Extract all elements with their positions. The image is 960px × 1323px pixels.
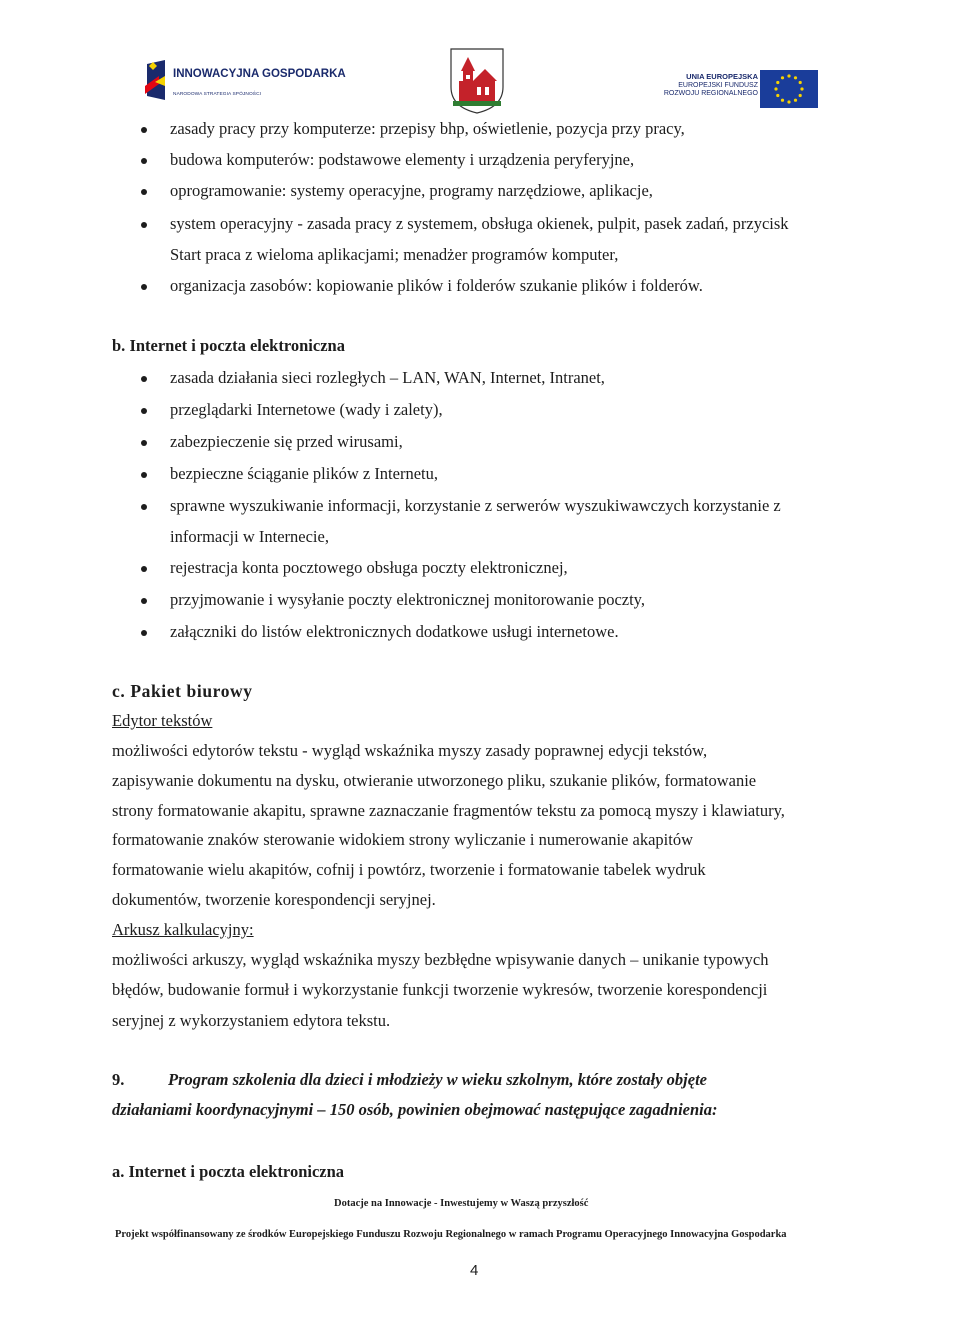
bullet	[141, 440, 147, 446]
section-c-letter: c.	[112, 681, 126, 701]
bullet	[141, 284, 147, 290]
bullet	[141, 630, 147, 636]
list-item-continuation: informacji w Internecie,	[170, 527, 329, 546]
section-9a-heading	[112, 1162, 344, 1182]
section-9a-title: Internet i poczta elektroniczna	[128, 1162, 345, 1181]
eu-logo-block	[640, 70, 820, 110]
section-9-line-2: działaniami koordynacyjnymi – 150 osób, powinien obejmować następujące zagadnienia:	[112, 1100, 718, 1119]
bullet	[141, 158, 147, 164]
eu-line-2: EUROPEJSKI FUNDUSZ	[678, 81, 758, 89]
editor-heading: Edytor tekstów	[112, 711, 213, 730]
list-item: zasady pracy przy komputerze: przepisy bhp, oświetlenie, pozycja przy pracy,	[170, 119, 685, 138]
section-b-letter: b.	[112, 336, 126, 355]
section-b-title: Internet i poczta elektroniczna	[129, 336, 345, 355]
list-item: bezpieczne ściąganie plików z Internetu,	[170, 464, 438, 483]
section-9a-letter: a.	[112, 1162, 125, 1181]
bullet	[141, 408, 147, 414]
eu-text	[664, 73, 758, 99]
eu-line-3: ROZWOJU REGIONALNEGO	[663, 90, 758, 97]
paragraph-line: możliwości edytorów tekstu - wygląd wskaźnika myszy zasady poprawnej edycji tekstów,	[112, 741, 708, 760]
eu-flag-icon	[760, 70, 818, 108]
list-item: organizacja zasobów: kopiowanie plików i folderów szukanie plików i folderów.	[170, 276, 703, 295]
paragraph-line: błędów, budowanie formuł i wykorzystanie funkcji tworzenie wykresów, tworzenie korespondencji	[112, 980, 768, 999]
paragraph-line: możliwości arkuszy, wygląd wskaźnika myszy bezbłędne wpisywanie danych – unikanie typowych	[112, 950, 769, 969]
list-item: budowa komputerów: podstawowe elementy i urządzenia peryferyjne,	[170, 150, 635, 169]
section-c-heading	[112, 681, 253, 702]
spreadsheet-heading: Arkusz kalkulacyjny:	[112, 920, 254, 939]
section-b-heading	[112, 336, 345, 356]
section-c-title: Pakiet biurowy	[130, 681, 253, 701]
eu-line-1: UNIA EUROPEJSKA	[686, 72, 758, 81]
paragraph-line: strony formatowanie akapitu, sprawne zaznaczanie fragmentów tekstu za pomocą myszy i klawiatury,	[112, 801, 785, 820]
bullet	[141, 222, 147, 228]
municipal-crest-icon	[449, 47, 505, 115]
list-item: system operacyjny - zasada pracy z systemem, obsługa okienek, pulpit, pasek zadań, przycisk	[170, 214, 789, 233]
innowacyjna-gospodarka-logo	[143, 60, 346, 102]
bullet	[141, 127, 147, 133]
list-item-continuation: Start praca z wieloma aplikacjami; menadżer programów komputer,	[170, 245, 619, 264]
list-item: przeglądarki Internetowe (wady i zalety),	[170, 400, 443, 419]
footer-motto: Dotacje na Innowacje - Inwestujemy w Waszą przyszłość	[334, 1198, 589, 1209]
list-item: załączniki do listów elektronicznych dodatkowe usługi internetowe.	[170, 622, 619, 641]
list-item: sprawne wyszukiwanie informacji, korzystanie z serwerów wyszukiwawczych korzystanie z	[170, 496, 781, 515]
brand-title: INNOWACYJNA GOSPODARKA	[173, 68, 346, 80]
bullet	[141, 472, 147, 478]
bullet	[141, 598, 147, 604]
section-9-line-1: Program szkolenia dla dzieci i młodzieży w wieku szkolnym, które zostały objęte	[168, 1070, 707, 1089]
paragraph-line: dokumentów, tworzenie korespondencji seryjnej.	[112, 890, 436, 909]
bullet	[141, 189, 147, 195]
page-number: 4	[470, 1262, 479, 1279]
innowacyjna-gospodarka-logo-icon	[143, 60, 171, 102]
paragraph-line: zapisywanie dokumentu na dysku, otwieranie utworzonego pliku, szukanie plików, formatowanie	[112, 771, 757, 790]
paragraph-line: formatowanie wielu akapitów, cofnij i powtórz, tworzenie i formatowanie tabelek wydruk	[112, 860, 706, 879]
bullet	[141, 376, 147, 382]
bullet	[141, 566, 147, 572]
list-item: oprogramowanie: systemy operacyjne, programy narzędziowe, aplikacje,	[170, 181, 653, 200]
section-9-number: 9.	[112, 1070, 125, 1089]
footer-project: Projekt współfinansowany ze środków Europejskiego Funduszu Rozwoju Regionalnego w ramach Programu Operacyjnego Innowacyjna Gospodarka	[115, 1229, 787, 1240]
paragraph-line: formatowanie znaków sterowanie widokiem strony wyliczanie i numerowanie akapitów	[112, 830, 693, 849]
list-item: rejestracja konta pocztowego obsługa poczty elektronicznej,	[170, 558, 568, 577]
brand-subtitle: NARODOWA STRATEGIA SPÓJNOŚCI	[173, 92, 262, 97]
list-item: przyjmowanie i wysyłanie poczty elektronicznej monitorowanie poczty,	[170, 590, 645, 609]
list-item: zabezpieczenie się przed wirusami,	[170, 432, 403, 451]
list-item: zasada działania sieci rozległych – LAN, WAN, Internet, Intranet,	[170, 368, 605, 387]
bullet	[141, 504, 147, 510]
paragraph-line: seryjnej z wykorzystaniem edytora tekstu.	[112, 1011, 391, 1030]
